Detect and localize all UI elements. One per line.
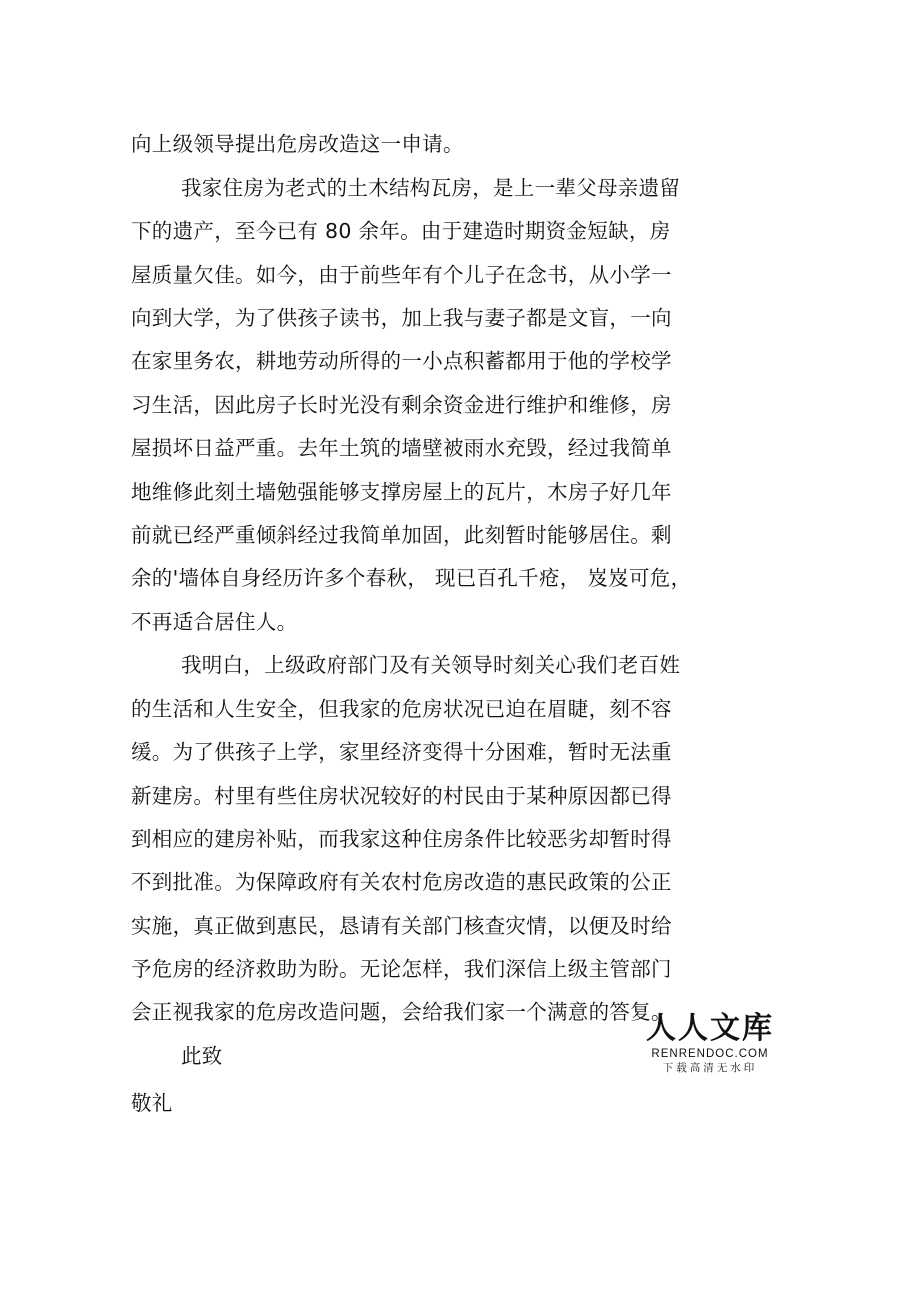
closing-salutation: 此致: [181, 1044, 223, 1068]
text-line: 的生活和人生安全，但我家的危房状况已迫在眉睫，刻不容: [131, 697, 672, 721]
closing-regards: 敬礼: [131, 1091, 173, 1115]
watermark-subtitle: 下载高清无水印: [662, 1062, 758, 1074]
text-line: 在家里务农，耕地劳动所得的一小点积蓄都用于他的学校学: [131, 349, 672, 373]
text-line: 予危房的经济救助为盼。无论怎样，我们深信上级主管部门: [131, 957, 672, 981]
text-line: 会正视我家的危房改造问题，会给我们家一个满意的答复。: [131, 1000, 672, 1024]
text-line: 下的遗产，至今已有 80 余年。由于建造时期资金短缺，房: [131, 219, 671, 243]
text-line: 向到大学，为了供孩子读书，加上我与妻子都是文盲，一向: [131, 306, 672, 330]
text-line: 地维修此刻土墙勉强能够支撑房屋上的瓦片，木房子好几年: [131, 480, 672, 504]
text-line: 我明白，上级政府部门及有关领导时刻关心我们老百姓: [181, 653, 681, 677]
text-line: 习生活，因此房子长时光没有剩余资金进行维护和维修，房: [131, 393, 672, 417]
text-line: 到相应的建房补贴，而我家这种住房条件比较恶劣却暂时得: [131, 827, 672, 851]
text-line: 缓。为了供孩子上学，家里经济变得十分困难，暂时无法重: [131, 740, 672, 764]
text-line: 新建房。村里有些住房状况较好的村民由于某种原因都已得: [131, 784, 672, 808]
text-line: 余的'墙体自身经历许多个春秋， 现已百孔千疮， 岌岌可危，: [131, 566, 692, 590]
text-line: 向上级领导提出危房改造这一申请。: [131, 132, 464, 156]
watermark-title: 人人文库: [646, 1011, 774, 1046]
watermark-url: RENRENDOC.COM: [651, 1048, 769, 1060]
watermark-logo: [645, 1012, 775, 1075]
text-line: 不到批准。为保障政府有关农村危房改造的惠民政策的公正: [131, 870, 672, 894]
text-line: 我家住房为老式的土木结构瓦房，是上一辈父母亲遗留: [181, 176, 681, 200]
text-line: 实施，真正做到惠民，恳请有关部门核查灾情，以便及时给: [131, 914, 672, 938]
text-line: 屋损坏日益严重。去年土筑的墙壁被雨水充毁，经过我简单: [131, 436, 672, 460]
text-line: 屋质量欠佳。如今，由于前些年有个儿子在念书，从小学一: [131, 263, 672, 287]
text-line: 不再适合居住人。: [131, 610, 298, 634]
text-line: 前就已经严重倾斜经过我简单加固，此刻暂时能够居住。剩: [131, 523, 672, 547]
